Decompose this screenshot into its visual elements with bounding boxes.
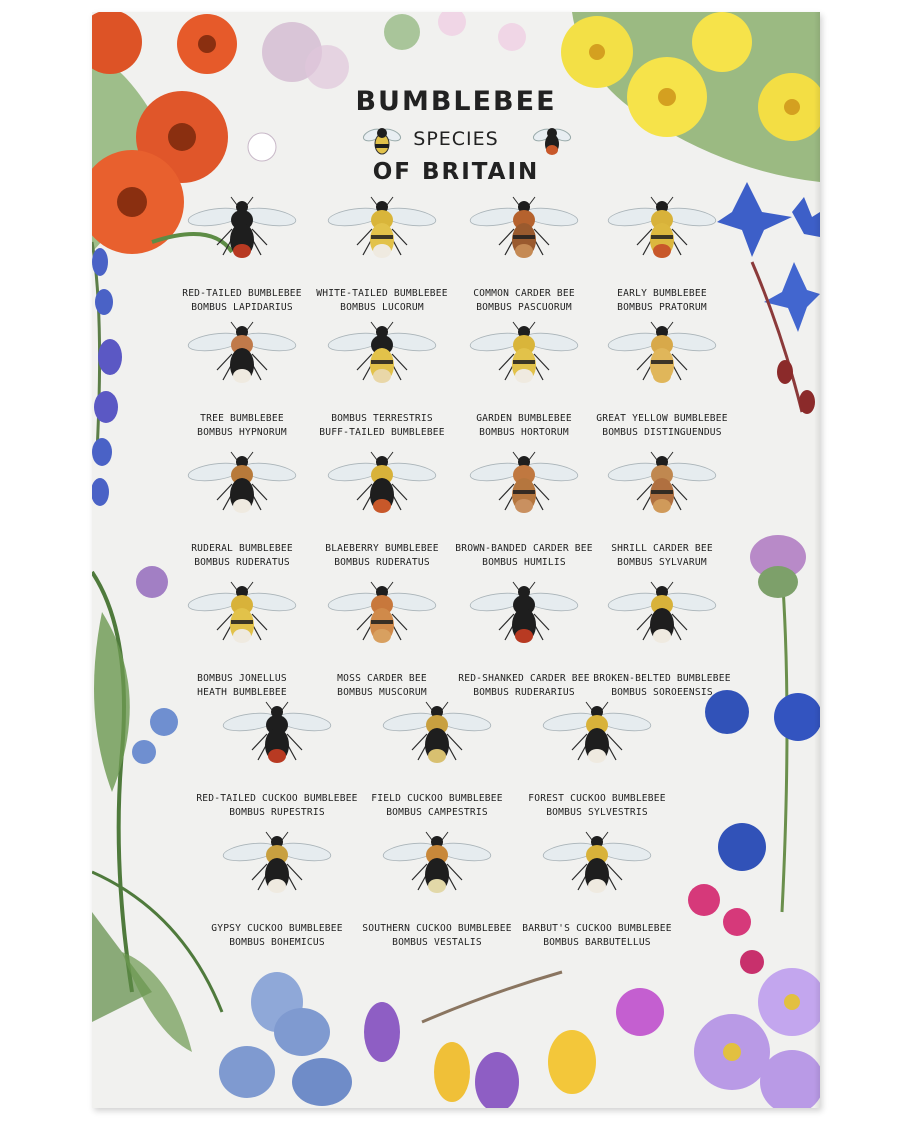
species-common-name: GARDEN BUMBLEBEE <box>476 413 572 424</box>
pink-and-aster-flowers <box>616 884 820 1108</box>
species-common-name: SHRILL CARDER BEE <box>611 543 713 554</box>
species-common-name: EARLY BUMBLEBEE <box>617 288 707 299</box>
species-common-name: BOMBUS TERRESTRIS <box>331 413 433 424</box>
species-label <box>352 792 522 820</box>
species-common-name: COMMON CARDER BEE <box>473 288 575 299</box>
bee-illustration <box>222 700 332 770</box>
right-thistles-cornflowers <box>705 535 820 912</box>
species-second-name: BOMBUS SYLVARUM <box>617 557 707 568</box>
species-second-name: BOMBUS HYPNORUM <box>197 427 287 438</box>
species-label <box>577 672 747 700</box>
species-second-name: BOMBUS RUPESTRIS <box>229 807 325 818</box>
bee-illustration <box>187 580 297 650</box>
title-line-2: SPECIES <box>413 128 499 150</box>
species-label <box>577 412 747 440</box>
species-label <box>192 922 362 950</box>
bee-illustration <box>469 320 579 390</box>
species-second-name: BOMBUS PRATORUM <box>617 302 707 313</box>
species-common-name: FIELD CUCKOO BUMBLEBEE <box>371 793 503 804</box>
bee-illustration <box>469 450 579 520</box>
species-second-name: BOMBUS VESTALIS <box>392 937 482 948</box>
bee-illustration <box>382 700 492 770</box>
species-second-name: HEATH BUMBLEBEE <box>197 687 287 698</box>
species-label <box>512 792 682 820</box>
species-label <box>577 542 747 570</box>
species-common-name: GYPSY CUCKOO BUMBLEBEE <box>211 923 343 934</box>
species-second-name: BOMBUS SOROEENSIS <box>611 687 713 698</box>
species-second-name: BOMBUS BOHEMICUS <box>229 937 325 948</box>
species-second-name: BOMBUS LAPIDARIUS <box>191 302 293 313</box>
species-second-name: BOMBUS PASCUORUM <box>476 302 572 313</box>
bee-illustration <box>187 450 297 520</box>
species-second-name: BOMBUS LUCORUM <box>340 302 424 313</box>
bee-illustration <box>469 580 579 650</box>
species-label <box>352 922 522 950</box>
title-bee-illustration-right <box>532 120 572 160</box>
bee-illustration <box>469 195 579 265</box>
species-common-name: FOREST CUCKOO BUMBLEBEE <box>528 793 666 804</box>
blue-larkspur-sprigs <box>92 242 122 506</box>
species-label <box>512 922 682 950</box>
bee-illustration <box>327 450 437 520</box>
bee-illustration <box>607 450 717 520</box>
species-common-name: RED-TAILED CUCKOO BUMBLEBEE <box>196 793 358 804</box>
species-common-name: RED-TAILED BUMBLEBEE <box>182 288 302 299</box>
species-second-name: BOMBUS CAMPESTRIS <box>386 807 488 818</box>
species-common-name: GREAT YELLOW BUMBLEBEE <box>596 413 728 424</box>
bee-illustration <box>607 580 717 650</box>
species-second-name: BOMBUS BARBUTELLUS <box>543 937 651 948</box>
species-second-name: BOMBUS MUSCORUM <box>337 687 427 698</box>
species-common-name: WHITE-TAILED BUMBLEBEE <box>316 288 448 299</box>
title-bee-illustration-left <box>362 120 402 160</box>
title-line-1: BUMBLEBEE <box>355 86 557 117</box>
species-common-name: RED-SHANKED CARDER BEE <box>458 673 590 684</box>
bee-illustration <box>607 195 717 265</box>
species-common-name: MOSS CARDER BEE <box>337 673 427 684</box>
bee-illustration <box>187 195 297 265</box>
species-common-name: BROWN-BANDED CARDER BEE <box>455 543 593 554</box>
species-second-name: BOMBUS HORTORUM <box>479 427 569 438</box>
species-common-name: BARBUT'S CUCKOO BUMBLEBEE <box>522 923 672 934</box>
species-common-name: TREE BUMBLEBEE <box>200 413 284 424</box>
bee-illustration <box>327 320 437 390</box>
bumblebee-poster <box>92 12 820 1108</box>
species-common-name: BOMBUS JONELLUS <box>197 673 287 684</box>
species-second-name: BOMBUS RUDERATUS <box>334 557 430 568</box>
bee-illustration <box>607 320 717 390</box>
species-second-name: BOMBUS SYLVESTRIS <box>546 807 648 818</box>
species-second-name: BOMBUS HUMILIS <box>482 557 566 568</box>
bee-illustration <box>222 830 332 900</box>
species-common-name: RUDERAL BUMBLEBEE <box>191 543 293 554</box>
species-second-name: BOMBUS RUDERATUS <box>194 557 290 568</box>
bee-illustration <box>382 830 492 900</box>
species-label <box>192 792 362 820</box>
species-label <box>577 287 747 315</box>
bee-illustration <box>542 830 652 900</box>
species-second-name: BUFF-TAILED BUMBLEBEE <box>319 427 445 438</box>
bee-illustration <box>327 580 437 650</box>
species-second-name: BOMBUS RUDERARIUS <box>473 687 575 698</box>
bottom-crocus-flowers <box>219 972 596 1108</box>
species-common-name: SOUTHERN CUCKOO BUMBLEBEE <box>362 923 512 934</box>
bee-illustration <box>187 320 297 390</box>
species-second-name: BOMBUS DISTINGUENDUS <box>602 427 722 438</box>
species-common-name: BROKEN-BELTED BUMBLEBEE <box>593 673 731 684</box>
title-line-3: OF BRITAIN <box>372 159 540 185</box>
bee-illustration <box>327 195 437 265</box>
species-common-name: BLAEBERRY BUMBLEBEE <box>325 543 439 554</box>
bee-illustration <box>542 700 652 770</box>
